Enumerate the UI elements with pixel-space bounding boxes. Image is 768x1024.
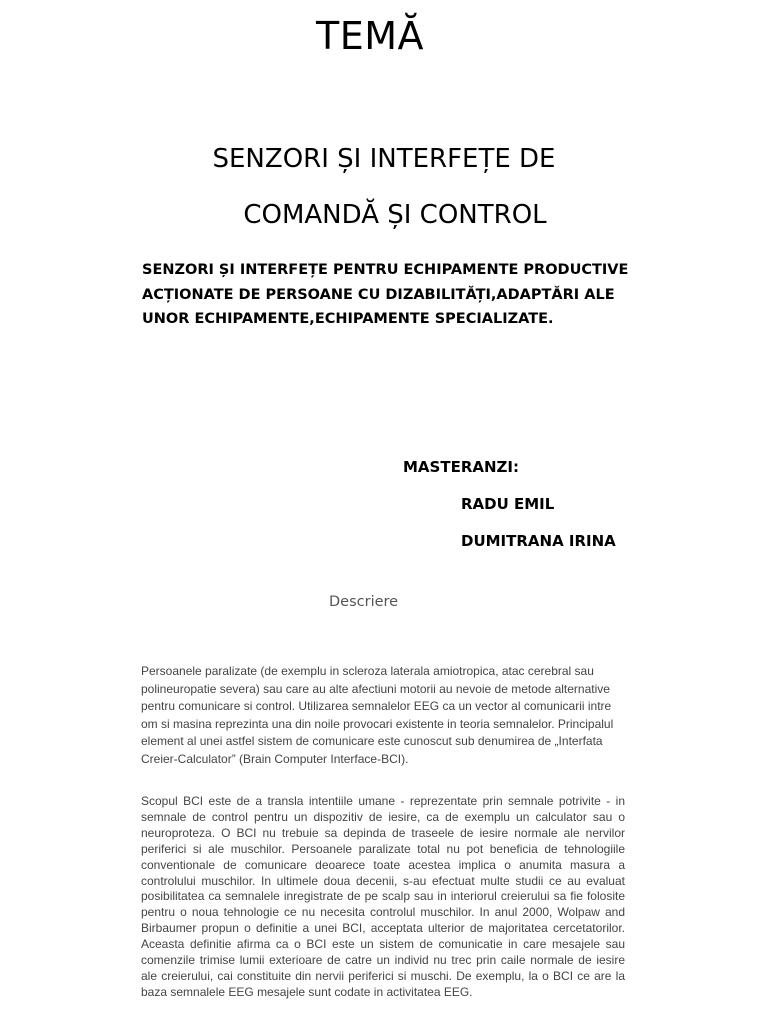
subtitle-line-2: COMANDĂ ȘI CONTROL (243, 200, 547, 230)
paragraph: Persoanele paralizate (de exemplu in scleroza laterala amiotropica, atac cerebral sau polineuropatie severa) sau care au alte afectiuni motorii au nevoie de metode alternative pentru comunicare si control. Utilizarea semnalelor EEG ca un vector al comunicarii intre om si masina reprezinta una din noile provocari existente in teoria semnalelor. Principalul element al unei astfel sistem de comunicare este cunoscut sub denumirea de „Interfata Creier-Calculator” (Brain Computer Interface-BCI). (141, 664, 614, 766)
subtitle-line-1: SENZORI ȘI INTERFEȚE DE (212, 144, 556, 174)
paragraph: Scopul BCI este de a transla intentiile umane - reprezentate prin semnale potrivite - in semnale de control pentru un dispozitiv de iesire, ca de exemplu un calculator sau o neuroproteza. O BCI nu trebuie sa depinda de traseele de iesire normale ale nervilor periferici si ale muschilor. Persoanele paralizate total nu pot beneficia de tehnologiile conventionale de comunicare deoarece toate acestea implica o anumita masura a controlului muschilor. In ultimele doua decenii, s-au efectuat multe studii ce au evaluat posibilitatea ca semnalele inregistrate de pe scalp sau in interiorul creierului sa fie folosite pentru o noua tehnologie ce nu necesita controlul muschilor. In anul 2000, Wolpaw and Birbaumer propun o definitie a unei BCI, acceptata ulterior de majoritatea cercetatorilor. Aceasta definitie afirma ca o BCI este un sistem de comunicatie in care mesajele sau comenzile trimise lumii exterioare de catre un individ nu trec prin caile normale de iesire ale creierului, cai constituite din nervii periferici si muschi. De exemplu, la o BCI ce are la baza semnalele EEG mesajele sunt codate in activitatea EEG. (141, 794, 625, 999)
description-heading: Descriere (329, 594, 399, 610)
masters-label: MASTERANZI: (403, 458, 519, 476)
master-name: DUMITRANA IRINA (461, 532, 616, 550)
master-name: RADU EMIL (461, 495, 555, 513)
topic-description: SENZORI ȘI INTERFEȚE PENTRU ECHIPAMENTE PRODUCTIVE ACȚIONATE DE PERSOANE CU DIZABILITĂȚI,ADAPTĂRI ALE UNOR ECHIPAMENTE,ECHIPAMENTE SPECIALIZATE. (142, 262, 629, 327)
document-title: TEMĂ (315, 14, 424, 58)
